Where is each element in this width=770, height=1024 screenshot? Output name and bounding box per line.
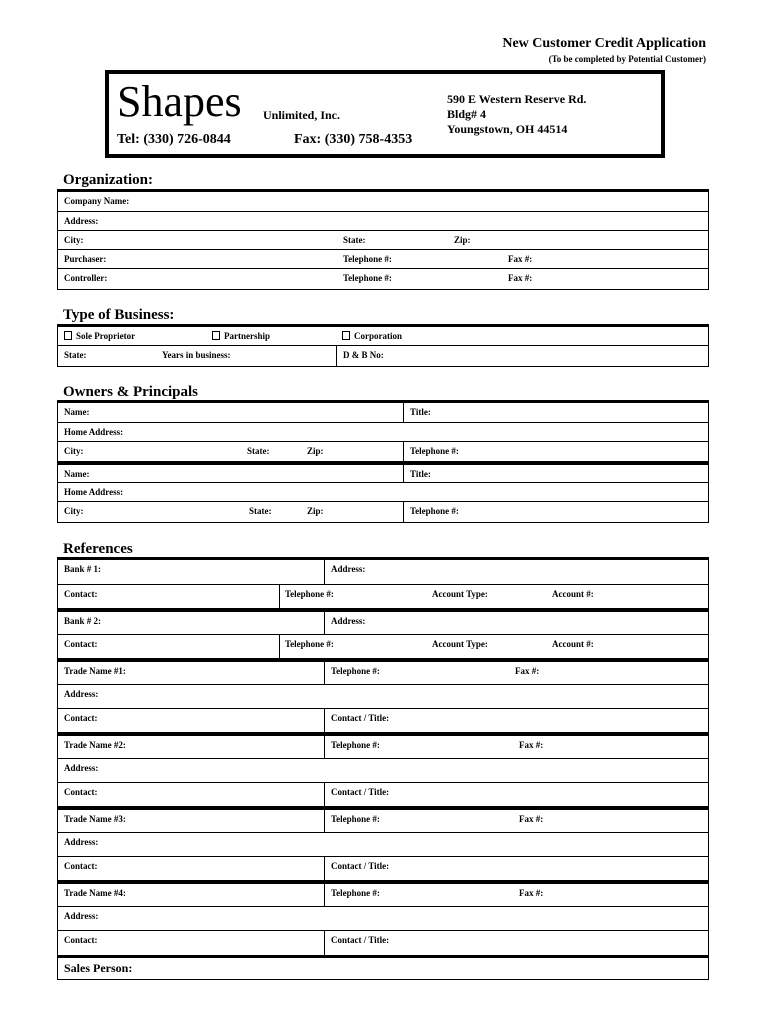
column-divider: [403, 465, 404, 482]
owner2-title-label: Title:: [410, 469, 431, 479]
trade2-telephone-label: Telephone #:: [331, 740, 380, 750]
business-heading: Type of Business:: [63, 307, 175, 323]
checkbox-icon[interactable]: [342, 331, 350, 340]
controller-row[interactable]: [58, 269, 708, 289]
column-divider: [324, 560, 325, 584]
owner1-telephone-label: Telephone #:: [410, 446, 459, 456]
trade3-contact-row[interactable]: [58, 857, 708, 881]
bank1-label: Bank # 1:: [64, 564, 102, 574]
trade4-contact-row[interactable]: [58, 931, 708, 955]
bank2-account-number-label: Account #:: [552, 639, 594, 649]
years-in-business-label: Years in business:: [162, 350, 231, 360]
references-heading: References: [63, 541, 133, 557]
org-address-row[interactable]: [58, 212, 708, 231]
trade3-address-row[interactable]: [58, 833, 708, 857]
logo-name: Shapes: [117, 77, 242, 126]
owner1-state-label: State:: [247, 446, 270, 456]
owner1-title-label: Title:: [410, 407, 431, 417]
address-line-2: Bldg# 4: [447, 107, 487, 121]
owner1-name-label: Name:: [64, 407, 90, 417]
trade1-address-label: Address:: [64, 689, 99, 699]
business-state-label: State:: [64, 350, 87, 360]
bank2-label: Bank # 2:: [64, 616, 102, 626]
trade1-label: Trade Name #1:: [64, 666, 126, 676]
trade1-contact-label: Contact:: [64, 713, 98, 723]
controller-fax-label: Fax #:: [508, 273, 533, 283]
owner2-zip-label: Zip:: [307, 506, 324, 516]
trade3-contact-title-label: Contact / Title:: [331, 861, 390, 871]
trade4-fax-label: Fax #:: [519, 888, 544, 898]
bank1-telephone-label: Telephone #:: [285, 589, 334, 599]
trade2-address-label: Address:: [64, 763, 99, 773]
column-divider: [324, 884, 325, 906]
corporation-option[interactable]: [342, 331, 402, 341]
owners-heading: Owners & Principals: [63, 384, 198, 400]
owner2-city-row[interactable]: [58, 502, 708, 522]
trade4-telephone-label: Telephone #:: [331, 888, 380, 898]
trade1-contact-title-label: Contact / Title:: [331, 713, 390, 723]
trade2-label: Trade Name #2:: [64, 740, 126, 750]
trade3-address-label: Address:: [64, 837, 99, 847]
bank2-contact-row[interactable]: [58, 635, 708, 659]
org-city-label: City:: [64, 235, 84, 245]
bank1-contact-label: Contact:: [64, 589, 98, 599]
bank2-address-label: Address:: [331, 616, 366, 626]
trade4-contact-label: Contact:: [64, 935, 98, 945]
trade3-row[interactable]: [58, 807, 708, 833]
owner1-city-row[interactable]: [58, 442, 708, 462]
trade2-contact-row[interactable]: [58, 783, 708, 807]
org-state-label: State:: [343, 235, 366, 245]
purchaser-label: Purchaser:: [64, 254, 107, 264]
trade1-contact-row[interactable]: [58, 709, 708, 733]
business-type-row: [58, 327, 708, 346]
column-divider: [403, 442, 404, 461]
company-address: [447, 92, 586, 137]
owner2-telephone-label: Telephone #:: [410, 506, 459, 516]
owner1-home-address-label: Home Address:: [64, 427, 124, 437]
trade2-address-row[interactable]: [58, 759, 708, 783]
purchaser-row[interactable]: [58, 250, 708, 269]
company-logo-box: [105, 70, 665, 158]
owner1-zip-label: Zip:: [307, 446, 324, 456]
trade4-row[interactable]: [58, 881, 708, 907]
column-divider: [324, 736, 325, 758]
form-subtitle: (To be completed by Potential Customer): [548, 54, 706, 64]
trade3-contact-label: Contact:: [64, 861, 98, 871]
sales-person-row[interactable]: [57, 955, 709, 980]
trade4-address-label: Address:: [64, 911, 99, 921]
owner1-home-address-row[interactable]: [58, 423, 708, 442]
trade1-fax-label: Fax #:: [515, 666, 540, 676]
db-number-label: D & B No:: [343, 350, 384, 360]
bank1-account-type-label: Account Type:: [432, 589, 488, 599]
sole-proprietor-label: Sole Proprietor: [76, 331, 136, 341]
logo-suffix: Unlimited, Inc.: [263, 108, 341, 122]
column-divider: [324, 810, 325, 832]
trade1-row[interactable]: [58, 659, 708, 685]
sole-proprietor-option[interactable]: [64, 331, 135, 341]
trade3-label: Trade Name #3:: [64, 814, 126, 824]
column-divider: [403, 403, 404, 422]
column-divider: [279, 585, 280, 608]
bank1-row[interactable]: [58, 560, 708, 585]
partnership-option[interactable]: [212, 331, 270, 341]
references-table: [57, 557, 709, 956]
checkbox-icon[interactable]: [64, 331, 72, 340]
owner2-name-label: Name:: [64, 469, 90, 479]
address-line-1: 590 E Western Reserve Rd.: [447, 92, 587, 106]
bank2-contact-label: Contact:: [64, 639, 98, 649]
bank1-address-label: Address:: [331, 564, 366, 574]
owners-table: [57, 400, 709, 523]
column-divider: [324, 783, 325, 806]
column-divider: [336, 346, 337, 366]
trade3-fax-label: Fax #:: [519, 814, 544, 824]
partnership-label: Partnership: [224, 331, 270, 341]
purchaser-telephone-label: Telephone #:: [343, 254, 392, 264]
bank2-telephone-label: Telephone #:: [285, 639, 334, 649]
form-title: New Customer Credit Application: [502, 36, 706, 51]
org-address-label: Address:: [64, 216, 99, 226]
sales-person-label: Sales Person:: [64, 961, 133, 975]
controller-label: Controller:: [64, 273, 108, 283]
trade3-telephone-label: Telephone #:: [331, 814, 380, 824]
controller-telephone-label: Telephone #:: [343, 273, 392, 283]
trade2-row[interactable]: [58, 733, 708, 759]
owner1-city-label: City:: [64, 446, 84, 456]
org-zip-label: Zip:: [454, 235, 471, 245]
column-divider: [324, 662, 325, 684]
column-divider: [403, 502, 404, 522]
organization-table: [57, 189, 709, 290]
trade2-fax-label: Fax #:: [519, 740, 544, 750]
address-line-3: Youngstown, OH 44514: [447, 122, 568, 136]
column-divider: [324, 612, 325, 634]
owner2-name-row[interactable]: [58, 462, 708, 483]
owner2-home-address-label: Home Address:: [64, 487, 124, 497]
business-table: [57, 324, 709, 367]
column-divider: [279, 635, 280, 658]
trade2-contact-label: Contact:: [64, 787, 98, 797]
trade4-label: Trade Name #4:: [64, 888, 126, 898]
purchaser-fax-label: Fax #:: [508, 254, 533, 264]
trade1-address-row[interactable]: [58, 685, 708, 709]
bank1-contact-row[interactable]: [58, 585, 708, 609]
business-state-row[interactable]: [58, 346, 708, 366]
checkbox-icon[interactable]: [212, 331, 220, 340]
bank2-account-type-label: Account Type:: [432, 639, 488, 649]
company-name-row[interactable]: [58, 192, 708, 212]
trade4-contact-title-label: Contact / Title:: [331, 935, 390, 945]
corporation-label: Corporation: [354, 331, 402, 341]
company-telephone: Tel: (330) 726-0844: [117, 132, 231, 147]
owner2-city-label: City:: [64, 506, 84, 516]
owner1-name-row[interactable]: [58, 403, 708, 423]
company-fax: Fax: (330) 758-4353: [294, 132, 413, 147]
column-divider: [324, 931, 325, 955]
bank1-account-number-label: Account #:: [552, 589, 594, 599]
org-city-row[interactable]: [58, 231, 708, 250]
trade2-contact-title-label: Contact / Title:: [331, 787, 390, 797]
company-name-label: Company Name:: [64, 196, 130, 206]
owner2-state-label: State:: [249, 506, 272, 516]
column-divider: [324, 709, 325, 732]
owner2-home-address-row[interactable]: [58, 483, 708, 502]
trade1-telephone-label: Telephone #:: [331, 666, 380, 676]
column-divider: [324, 857, 325, 880]
organization-heading: Organization:: [63, 172, 153, 188]
trade4-address-row[interactable]: [58, 907, 708, 931]
bank2-row[interactable]: [58, 609, 708, 635]
